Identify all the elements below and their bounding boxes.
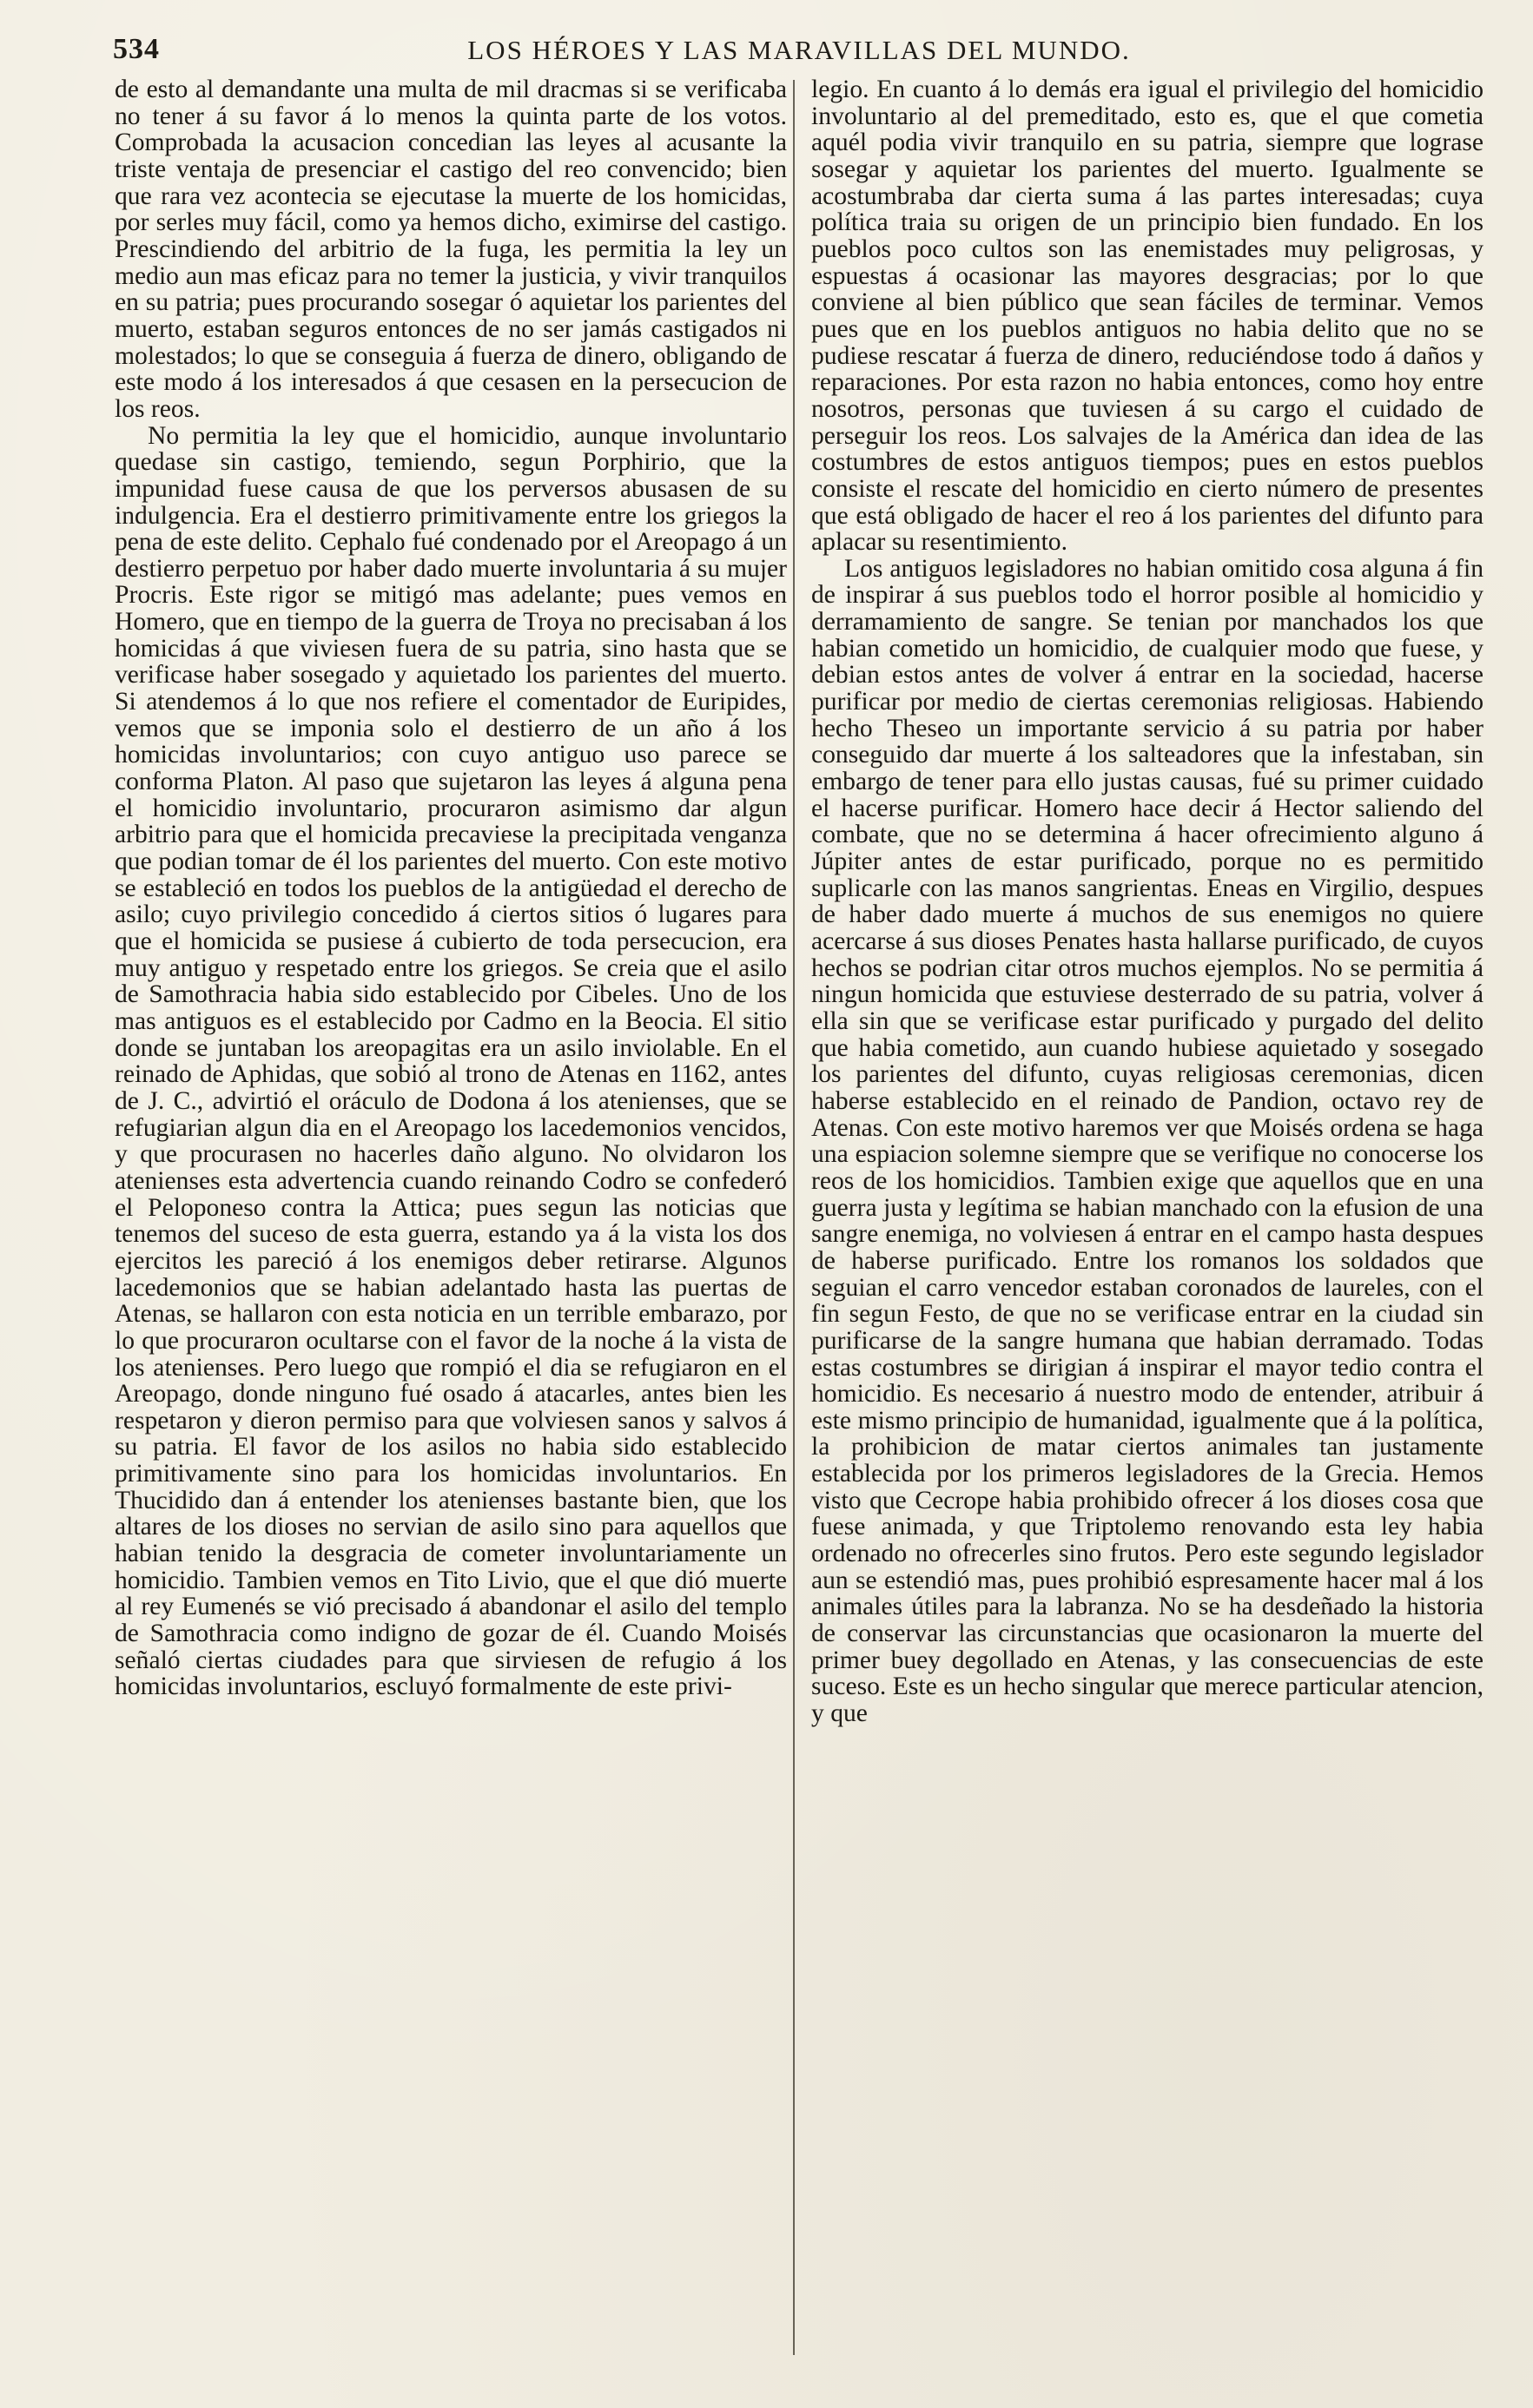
paragraph-1: de esto al demandante una multa de mil dracmas si se verificaba no tener á su favor á lo menos la quinta parte de los votos. Comprobada la acusacion concedian las leyes al acusante la triste ventaja de presenciar el castigo del reo convencido; bien que rara vez acontecia se ejecutase la muerte de los homicidas, por serles muy fácil, como ya hemos dicho, eximirse del castigo. Prescindiendo del arbitrio de la fuga, les permitia la ley un medio aun mas eficaz para no temer la justicia, y vivir tranquilos en su patria; pues procurando sosegar ó aquietar los parientes del muerto, estaban seguros entonces de no ser jamás castigados ni molestados; lo que se conseguia á fuerza de dinero, obligando de este modo á los interesados á que cesasen en la persecucion de los reos.: [115, 76, 787, 423]
page-header: [113, 33, 1485, 73]
paragraph-2: No permitia la ley que el homicidio, aunque involuntario quedase sin castigo, temiendo, segun Porphirio, que la impunidad fuese causa de que los perversos abusasen de su indulgencia. Era el destierro primitivamente entre los griegos la pena de este delito. Cephalo fué condenado por el Areopago á un destierro perpetuo por haber dado muerte involuntaria á su mujer Procris. Este rigor se mitigó mas adelante; pues vemos en Homero, que en tiempo de la guerra de Troya no precisaban á los homicidas á que viviesen fuera de su patria, sino hasta que se verificase haber sosegado y aquietado los parientes del muerto. Si atendemos á lo que nos refiere el comentador de Euripides, vemos que se imponia solo el destierro de un año á los homicidas involuntarios; con cuyo antiguo uso parece se conforma Platon. Al paso que sujetaron las leyes á alguna pena el homicidio involuntario, procuraron asimismo dar algun arbitrio para que el homicida precaviese la precipitada venganza que podian tomar de él los parientes del muerto. Con este motivo se estableció en todos los pueblos de la antigüedad el derecho de asilo; cuyo privilegio concedido á ciertos sitios ó lugares para que el homicida se pusiese á cubierto de toda persecucion, era muy antiguo y respetado entre los griegos. Se creia que el asilo de Samothracia habia sido establecido por Cibeles. Uno de los mas antiguos es el establecido por Cadmo en la Beocia. El sitio donde se juntaban los areopagitas era un asilo inviolable. En el reinado de Aphidas, que sobió al trono de Atenas en 1162, antes de J. C., advirtió el oráculo de Dodona á los atenienses, que se refugiarian algun dia en el Areopago los lacedemonios vencidos, y que procurasen no hacerles daño alguno. No olvidaron los atenienses esta advertencia cuando reinando Codro se confederó el Peloponeso contra la Attica; pues segun las noticias que tenemos del suceso de esta guerra, estando ya á la vista los dos ejercitos les pareció á los enemigos deber retirarse. Algunos lacedemonios que se habian adelantado hasta las puertas de Atenas, se hallaron con esta noticia en un terrible embarazo, por lo que procuraron ocultarse con el favor de la noche á la vista de los atenienses. Pero luego que rompió el dia se refugiaron en el Areopago, donde ninguno fué osado á atacarles, antes bien les respetaron y dieron permiso para que volviesen sanos y salvos á su patria. El favor de los asilos no habia sido establecido primitivamente sino para los homicidas involuntarios. En Thucidido dan á entender los atenienses bastante bien, que los altares de los dioses no servian de asilo sino para aquellos que habian tenido la desgracia de cometer involuntariamente un homicidio. Tambien vemos en Tito Livio, que el que dió muerte al rey Eumenés se vió precisado á abandonar el asilo del templo de Samothracia como indigno de gozar de él. Cuando Moisés señaló ciertas ciudades para que sirviesen de refugio á los homicidas involuntarios, escluyó formalmente de este privi-: [115, 421, 787, 1701]
right-column: [811, 76, 1483, 2352]
paragraph-4: Los antiguos legisladores no habian omitido cosa alguna á fin de inspirar á sus pueblos todo el horror posible al homicidio y derramamiento de sangre. Se tenian por manchados los que habian cometido un homicidio, de cualquier modo que fuese, y debian estos antes de volver á entrar en la sociedad, hacerse purificar por medio de ciertas ceremonias religiosas. Habiendo hecho Theseo un importante servicio á su patria por haber conseguido dar muerte á los salteadores que la infestaban, sin embargo de tener para ello justas causas, fué su primer cuidado el hacerse purificar. Homero hace decir á Hector saliendo del combate, que no se determina á hacer ofrecimiento alguno á Júpiter antes de estar purificado, porque no es permitido suplicarle con las manos sangrientas. Eneas en Virgilio, despues de haber dado muerte á muchos de sus enemigos no quiere acercarse á sus dioses Penates hasta hallarse purificado, de cuyos hechos se podrian citar otros muchos ejemplos. No se permitia á ningun homicida que estuviese desterrado de su patria, volver á ella sin que se verificase estar purificado y purgado del delito que habia cometido, aun cuando hubiese aquietado y sosegado los parientes del difunto, cuyas religiosas ceremonias, dicen haberse establecido en el reinado de Pandion, octavo rey de Atenas. Con este motivo haremos ver que Moisés ordena se haga una espiacion solemne siempre que se verifique no conocerse los reos de los homicidios. Tambien exige que aquellos que en una guerra justa y legítima se habian manchado con la efusion de una sangre enemiga, no volviesen á entrar en el campo hasta despues de haberse purificado. Entre los romanos los soldados que seguian el carro vencedor estaban coronados de laureles, con el fin segun Festo, de que no se verificase entrar en la ciudad sin purificarse de la sangre humana que habian derramado. Todas estas costumbres se dirigian á inspirar el mayor tedio contra el homicidio. Es necesario á nuestro modo de entender, atribuir á este mismo principio de humanidad, igualmente que á la política, la prohibicion de matar ciertos animales tan justamente establecida por los primeros legisladores de la Grecia. Hemos visto que Cecrope habia prohibido ofrecer á los dioses cosa que fuese animada, y que Triptolemo renovando esta ley habia ordenado no ofrecerles sino frutos. Pero este segundo legislador aun se estendió mas, pues prohibió espresamente hacer mal á los animales útiles para la labranza. No se ha desdeñado la historia de conservar las circunstancias que ocasionaron la muerte del primer buey degollado en Atenas, y las consecuencias de este suceso. Este es un hecho singular que merece particular atencion, y que: [811, 554, 1483, 1728]
paragraph-3: legio. En cuanto á lo demás era igual el privilegio del homicidio involuntario al del premeditado, esto es, que el que cometia aquél podia vivir tranquilo en su patria, siempre que lograse sosegar y aquietar los parientes del muerto. Igualmente se acostumbraba dar cierta suma á las partes interesadas; cuya política traia su origen de un principio bien fundado. En los pueblos poco cultos son las enemistades muy peligrosas, y espuestas á ocasionar las mayores desgracias; por lo que conviene al bien público que sean fáciles de terminar. Vemos pues que en los pueblos antiguos no habia delito que no se pudiese rescatar á fuerza de dinero, reduciéndose todo á daños y reparaciones. Por esta razon no habia entonces, como hoy entre nosotros, personas que tuviesen á su cargo el cuidado de perseguir los reos. Los salvajes de la América dan idea de las costumbres de estos antiguos tiempos; pues en estos pueblos consiste el rescate del homicidio en cierto número de presentes que está obligado de hacer el reo á los parientes del difunto para aplacar su resentimiento.: [811, 76, 1483, 557]
left-column: [115, 76, 787, 2352]
column-divider: [793, 80, 795, 2355]
running-title: LOS HÉROES Y LAS MARAVILLAS DEL MUNDO.: [467, 35, 1131, 65]
page-number: 534: [113, 33, 160, 65]
